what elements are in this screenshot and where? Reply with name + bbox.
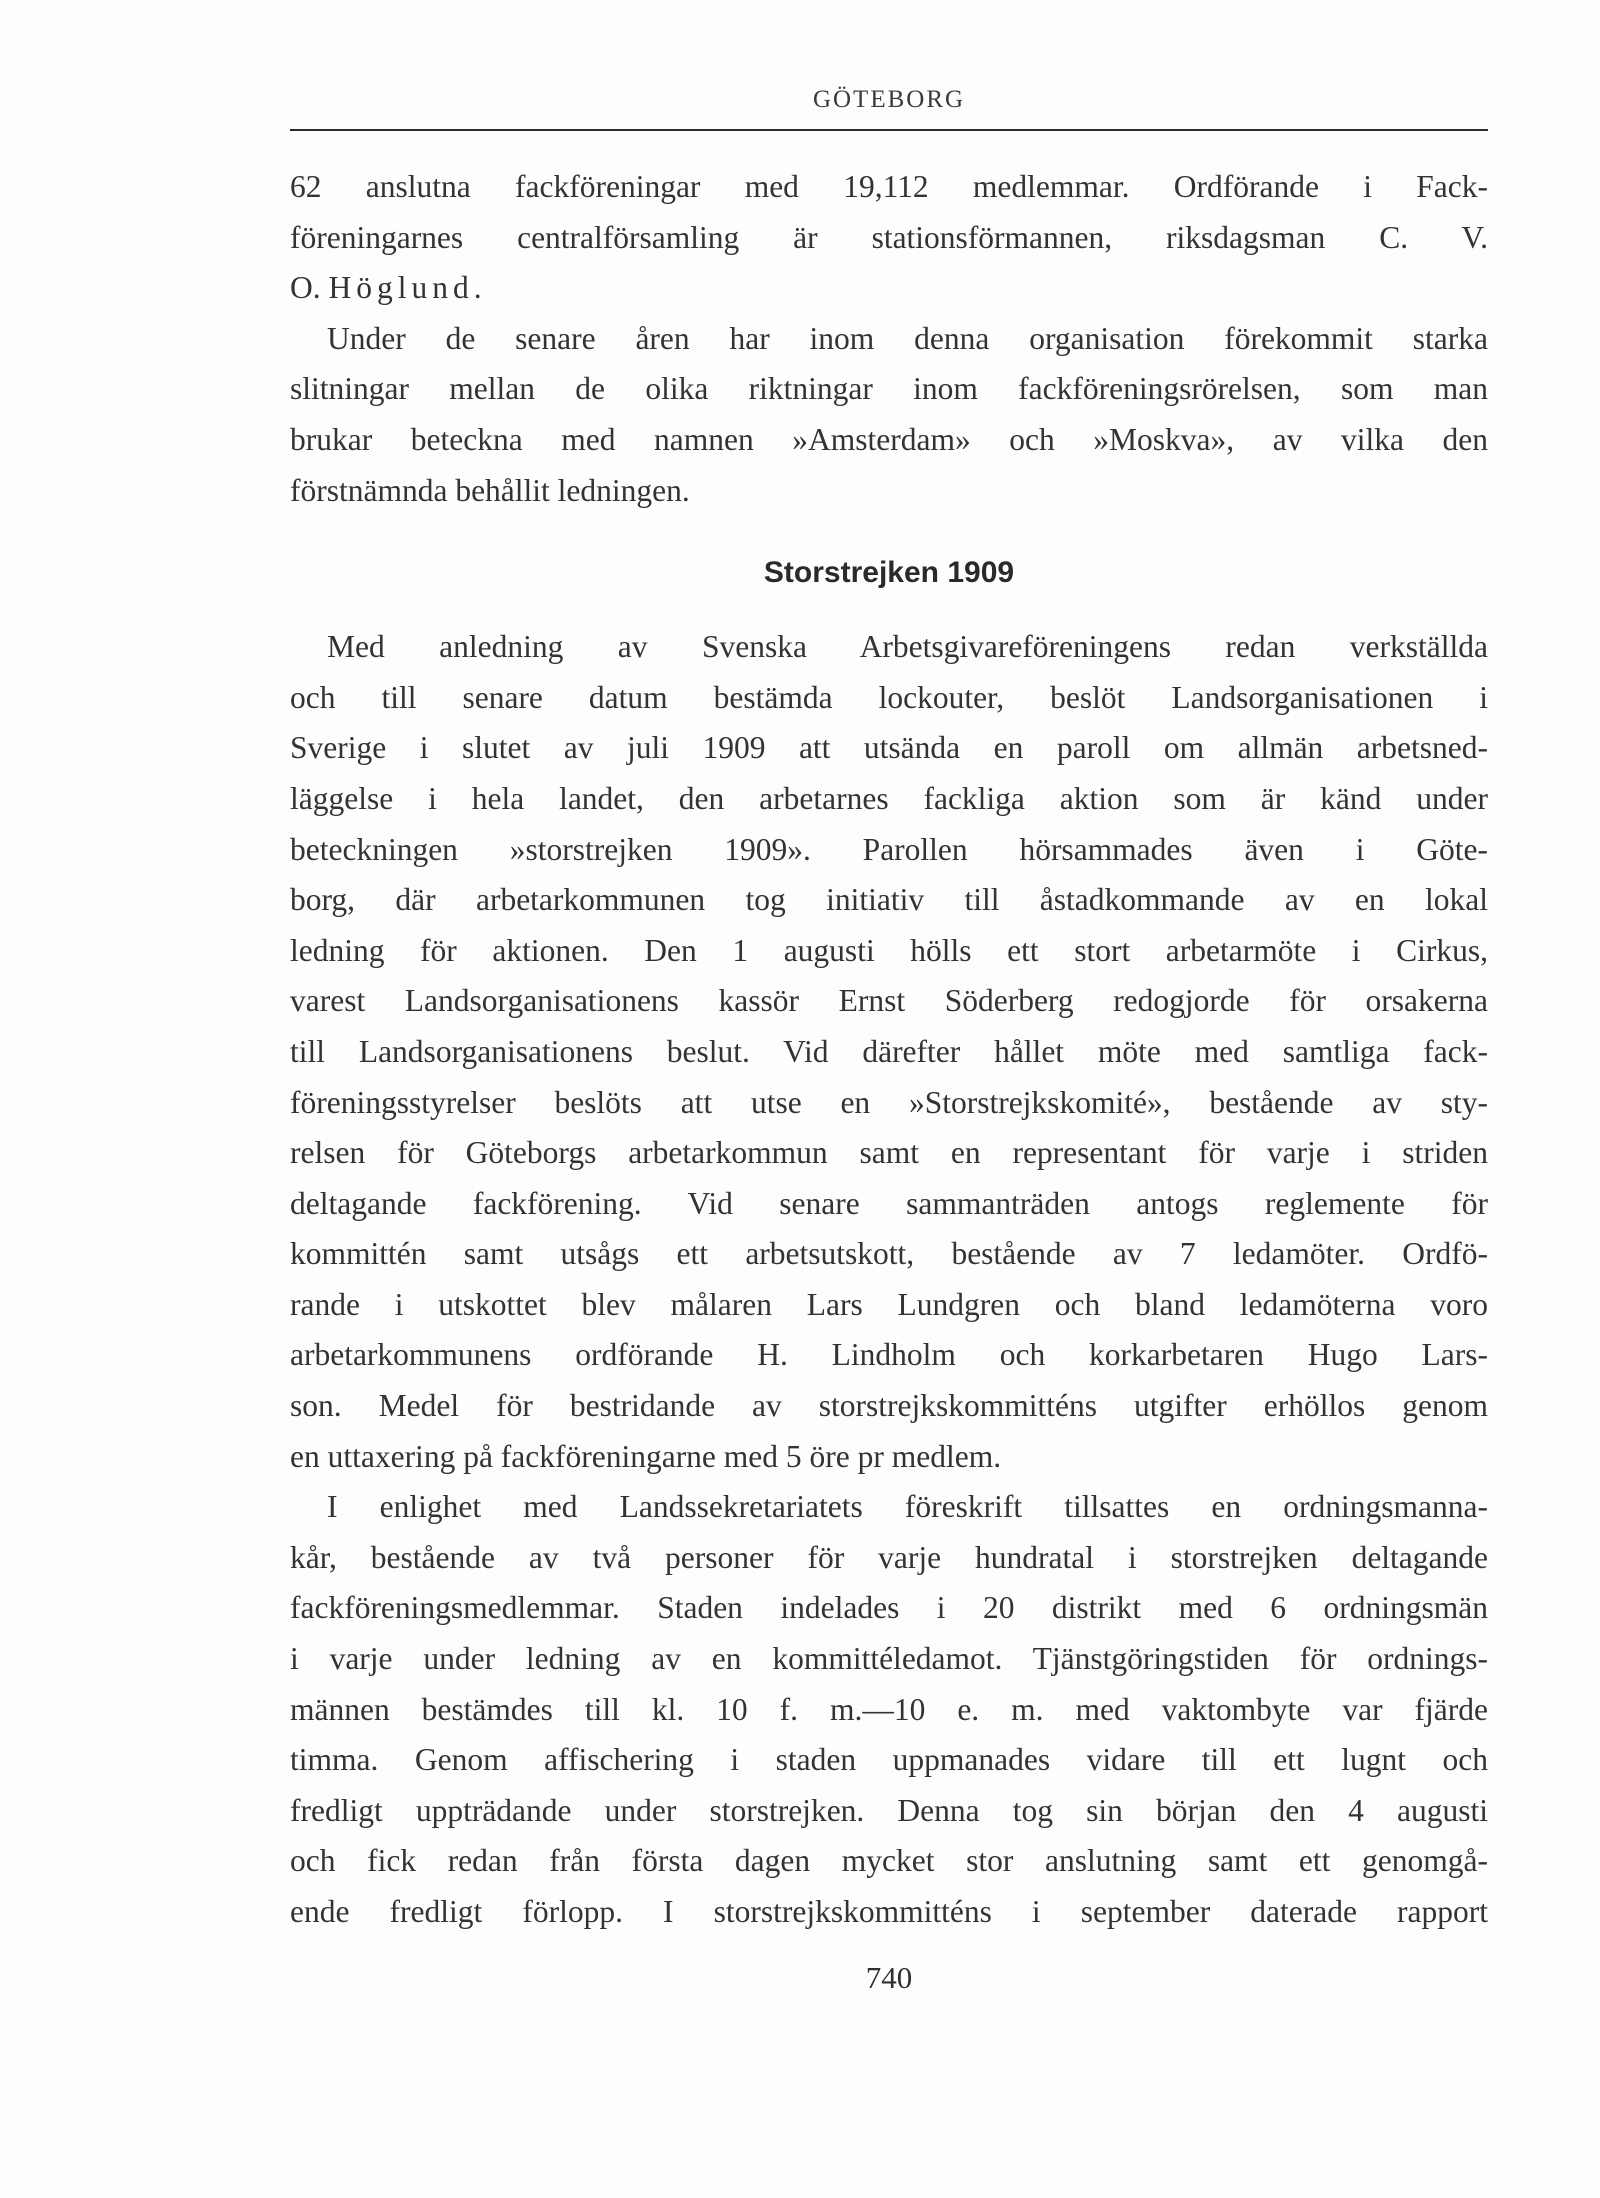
- text-line: Under de senare åren har inom denna organisation förekommit starka: [327, 320, 1488, 356]
- text-line: männen bestämdes till kl. 10 f. m.—10 e. m. med vaktombyte var fjärde: [290, 1691, 1488, 1727]
- text-line: deltagande fackförening. Vid senare sammanträden antogs reglemente för: [290, 1185, 1488, 1221]
- text-line: föreningsstyrelser beslöts att utse en »Storstrejkskomité», bestående av sty-: [290, 1084, 1488, 1120]
- paragraph-1: [290, 162, 1488, 314]
- text-line: 62 anslutna fackföreningar med 19,112 medlemmar. Ordförande i Fack-: [290, 169, 1488, 204]
- text-line: till Landsorganisationens beslut. Vid därefter hållet möte med samtliga fack-: [290, 1033, 1488, 1069]
- text-line: fredligt uppträdande under storstrejken. Denna tog sin början den 4 augusti: [290, 1792, 1488, 1828]
- text-line: ledning för aktionen. Den 1 augusti hölls ett stort arbetarmöte i Cirkus,: [290, 932, 1488, 968]
- text-line: son. Medel för bestridande av storstrejkskommitténs utgifter erhöllos genom: [290, 1388, 1488, 1424]
- text-line: arbetarkommunens ordförande H. Lindholm och korkarbetaren Hugo Lars-: [290, 1337, 1488, 1373]
- text-line: borg, där arbetarkommunen tog initiativ till åstadkommande av en lokal: [290, 882, 1488, 918]
- paragraph-3: [290, 622, 1488, 1482]
- text-line: relsen för Göteborgs arbetarkommun samt en representant för varje i striden: [290, 1135, 1488, 1171]
- text-line: brukar beteckna med namnen »Amsterdam» och »Moskva», av vilka den: [290, 421, 1488, 457]
- text-line: ende fredligt förlopp. I storstrejkskommitténs i september daterade rapport: [290, 1894, 1488, 1929]
- line-prefix: O.: [290, 270, 321, 306]
- paragraph-4: [290, 1482, 1488, 1937]
- text-line: beteckningen »storstrejken 1909». Parollen hörsammades även i Göte-: [290, 831, 1488, 867]
- section-heading: Storstrejken 1909: [763, 555, 1015, 589]
- text-line: kommittén samt utsågs ett arbetsutskott, bestående av 7 ledamöter. Ordfö-: [290, 1236, 1488, 1272]
- text-line: i varje under ledning av en kommittéledamot. Tjänstgöringstiden för ordnings-: [290, 1641, 1488, 1677]
- text-line: timma. Genom affischering i staden uppmanades vidare till ett lugnt och: [290, 1742, 1488, 1778]
- text-line: rande i utskottet blev målaren Lars Lundgren och bland ledamöterna voro: [290, 1286, 1488, 1322]
- body-text: [290, 162, 1488, 1938]
- text-line: Sverige i slutet av juli 1909 att utsända en paroll om allmän arbetsned-: [290, 730, 1488, 766]
- header-rule: [290, 129, 1488, 131]
- text-line: I enlighet med Landssekretariatets föreskrift tillsattes en ordningsmanna-: [327, 1489, 1488, 1525]
- text-line: en uttaxering på fackföreningarne med 5 öre pr medlem.: [290, 1438, 1002, 1474]
- text-line: läggelse i hela landet, den arbetarnes fackliga aktion som är känd under: [290, 780, 1488, 816]
- text-line: och till senare datum bestämda lockouter, beslöt Landsorganisationen i: [290, 679, 1488, 715]
- text-line: [290, 263, 1488, 314]
- page-number: 740: [865, 1960, 913, 1995]
- text-line: kår, bestående av två personer för varje hundratal i storstrejken deltagande: [290, 1539, 1488, 1575]
- text-line: varest Landsorganisationens kassör Ernst Söderberg redogjorde för orsakerna: [290, 983, 1488, 1019]
- text-line: Med anledning av Svenska Arbetsgivareföreningens redan verkställda: [327, 629, 1488, 665]
- spaced-name: Höglund.: [328, 270, 487, 306]
- paragraph-2: [290, 314, 1488, 516]
- text-line: föreningarnes centralförsamling är stationsförmannen, riksdagsman C. V.: [290, 219, 1488, 255]
- text-line: slitningar mellan de olika riktningar inom fackföreningsrörelsen, som man: [290, 371, 1488, 407]
- text-line: förstnämnda behållit ledningen.: [290, 472, 690, 508]
- running-head: GÖTEBORG: [812, 86, 966, 113]
- text-line: fackföreningsmedlemmar. Staden indelades i 20 distrikt med 6 ordningsmän: [290, 1590, 1488, 1626]
- text-line: och fick redan från första dagen mycket stor anslutning samt ett genomgå-: [290, 1843, 1488, 1879]
